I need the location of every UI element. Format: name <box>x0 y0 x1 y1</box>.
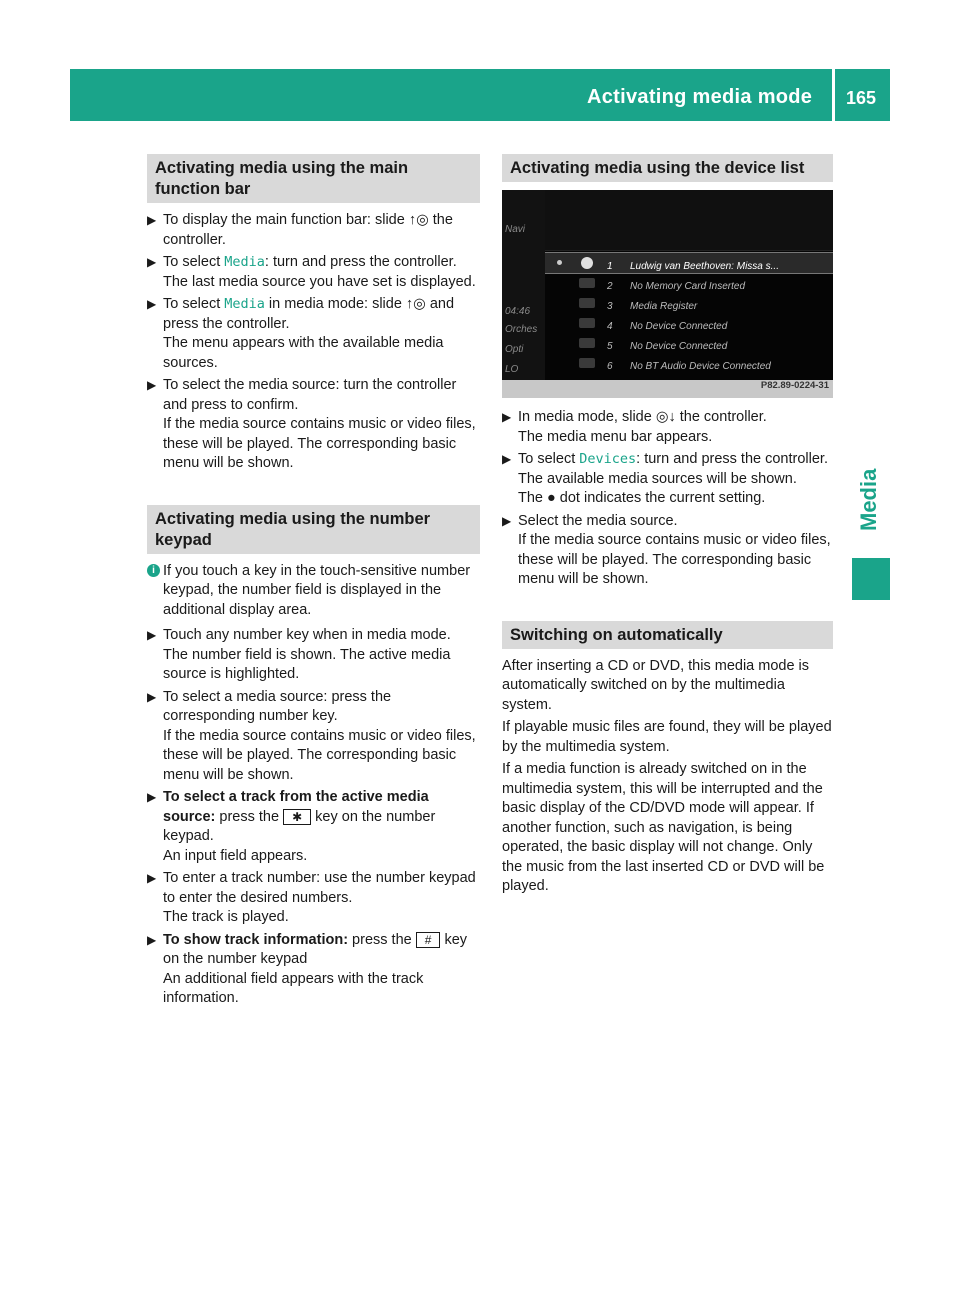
hash-key-icon: # <box>416 932 441 948</box>
bullet-arrow-icon: ▶ <box>502 452 512 466</box>
section-heading-number-keypad: Activating media using the number keypad <box>147 505 480 554</box>
list-item: ▶ To enter a track number: use the number keypad to enter the desired numbers. The track is played. <box>147 870 476 925</box>
device-row-active: 1 Ludwig van Beethoven: Missa s... <box>545 252 833 274</box>
device-list-screenshot <box>502 190 833 398</box>
info-note: i If you touch a key in the touch-sensitive number keypad, the number field is displayed in the additional display area. <box>147 562 480 621</box>
bullet-arrow-icon: ▶ <box>147 790 157 804</box>
list-item: ▶ Touch any number key when in media mode. The number field is shown. The active media source is highlighted. <box>147 627 451 682</box>
section-heading-switching-on-automatically: Switching on automatically <box>502 621 833 649</box>
device-icon <box>579 318 595 328</box>
header-divider <box>832 69 835 121</box>
bullet-arrow-icon: ▶ <box>147 871 157 885</box>
current-dot-icon <box>557 260 562 265</box>
device-row: 2 No Memory Card Inserted <box>545 273 833 293</box>
device-row: 6 No BT Audio Device Connected <box>545 353 833 373</box>
paragraph: If playable music files are found, they will be played by the multimedia system. <box>502 719 832 755</box>
side-tab-label: Media <box>856 468 881 532</box>
memory-card-icon <box>579 278 595 288</box>
disc-icon <box>581 257 593 269</box>
rail-label: Navi <box>505 224 526 235</box>
device-row: 4 No Device Connected <box>545 313 833 333</box>
list-item: ▶ To select a media source: press the corresponding number key. If the media source contains music or video files, these will be played. The corresponding basic menu will be shown. <box>147 688 476 783</box>
section-heading-main-function-bar: Activating media using the main function bar <box>147 154 480 203</box>
bullet-arrow-icon: ▶ <box>147 255 157 269</box>
rail-label: LO <box>505 364 519 375</box>
page-number: 165 <box>846 88 877 108</box>
paragraph: After inserting a CD or DVD, this media mode is automatically switched on by the multimedia system. <box>502 657 810 713</box>
screen-top-bar <box>545 190 833 251</box>
menu-term-media: Media <box>224 254 265 270</box>
section-heading-device-list: Activating media using the device list <box>502 154 833 182</box>
device-icon <box>579 338 595 348</box>
bullet-arrow-icon: ▶ <box>147 297 157 311</box>
list-item: ▶ To select Media: turn and press the controller. The last media source you have set is displayed. <box>147 254 476 290</box>
list-item: ▶ To display the main function bar: slide ↑◎ the controller. <box>147 212 453 248</box>
rail-label: 04:46 <box>505 306 531 317</box>
left-column <box>147 154 480 1012</box>
bullet-arrow-icon: ▶ <box>147 378 157 392</box>
info-icon: i <box>147 564 160 577</box>
page-title: Activating media mode <box>587 86 813 108</box>
list-item: ▶ In media mode, slide ◎↓ the controller. The media menu bar appears. <box>502 409 767 445</box>
bullet-arrow-icon: ▶ <box>147 213 157 227</box>
bluetooth-audio-icon <box>579 358 595 368</box>
menu-term-media: Media <box>224 296 265 312</box>
bullet-arrow-icon: ▶ <box>147 628 157 642</box>
star-key-icon: ✱ <box>283 809 311 825</box>
menu-term-devices: Devices <box>579 451 637 467</box>
rail-label: Opti <box>505 344 524 355</box>
screenshot-caption: P82.89-0224-31 <box>760 379 829 391</box>
bullet-arrow-icon: ▶ <box>502 513 512 528</box>
list-item: ▶ To select Devices: turn and press the controller. The available media sources will be shown. The ● dot indicates the current setting. <box>502 451 828 506</box>
screen-left-rail <box>502 190 545 380</box>
media-register-icon <box>579 298 595 308</box>
side-tab-marker <box>852 558 890 600</box>
paragraph: If a media function is already switched on in the multimedia system, this will be interrupted and the basic display of the CD/DVD mode will appear. If another function, such as navigation, is being operated, the basic display will not change. Only the music from the last inserted CD or DVD will be played. <box>502 761 825 894</box>
bullet-arrow-icon: ▶ <box>502 410 512 424</box>
device-row: 3 Media Register <box>545 293 833 313</box>
bullet-arrow-icon: ▶ <box>147 689 157 704</box>
list-item: ▶ To select Media in media mode: slide ↑◎ and press the controller. The menu appears with the available media sources. <box>147 296 455 371</box>
rail-label: Orches <box>505 324 538 335</box>
list-item: ▶ To select a track from the active media source: press the ✱ key on the number keypad. An input field appears. <box>147 789 436 864</box>
device-row: 5 No Device Connected <box>545 333 833 353</box>
list-item: ▶ To select the media source: turn the controller and press to confirm. If the media source contains music or video files, these will be played. The corresponding basic menu will be shown. <box>147 377 476 471</box>
right-column <box>502 154 833 900</box>
list-item: ▶ Select the media source. If the media source contains music or video files, these will be played. The corresponding basic menu will be shown. <box>502 512 831 587</box>
list-item: ▶ To show track information: press the # key on the number keypad An additional field appears with the track information. <box>147 931 468 1006</box>
bullet-arrow-icon: ▶ <box>147 932 157 947</box>
